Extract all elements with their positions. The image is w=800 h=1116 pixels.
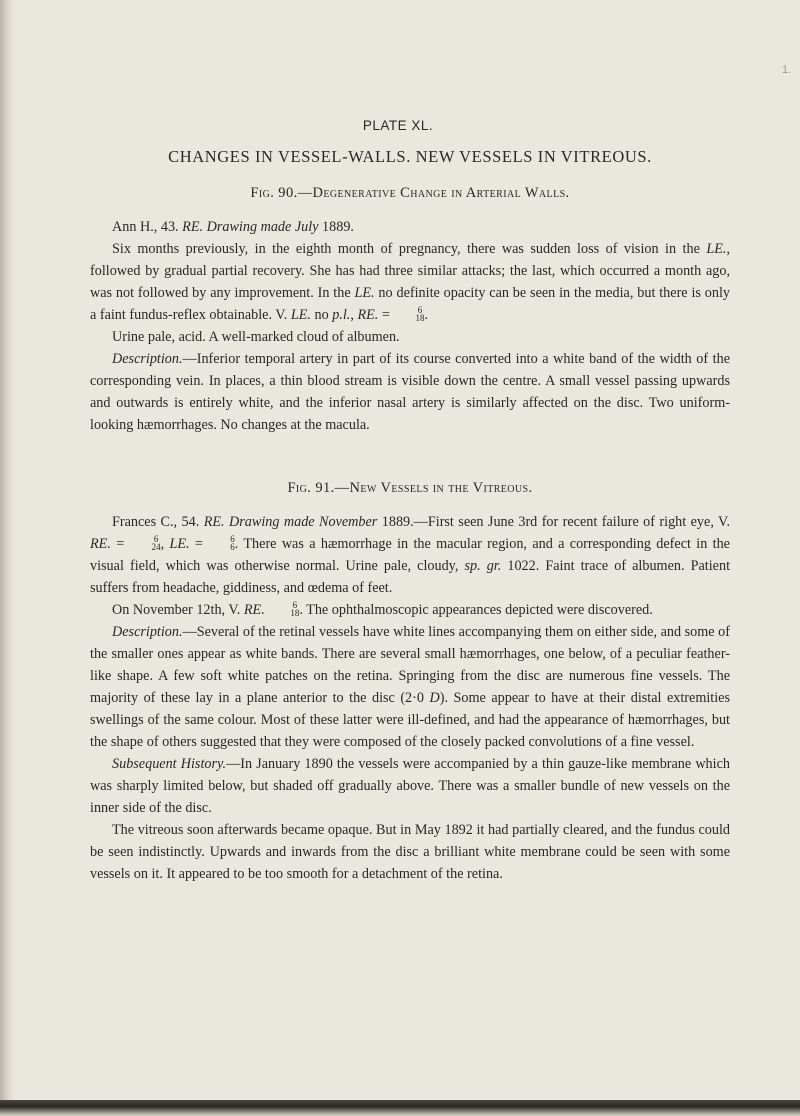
fig91-history-paragraph: Subsequent History.—In January 1890 the vessels were accompanied by a thin gauze-like membrane which was sharply limited below, but shaded off gradually above. There was a smaller bundle of new vessels on the inner side of the disc. — [90, 756, 730, 816]
acuity-fraction: 6 24 — [151, 534, 161, 552]
page-bottom-edge — [0, 1100, 800, 1116]
fig90-urine-paragraph: Urine pale, acid. A well-marked cloud of albumen. — [112, 329, 400, 345]
fig91-november-paragraph: On November 12th, V. RE. 6 18 . The ophthalmoscopic appearances depicted were discovered. — [112, 600, 653, 618]
acuity-fraction: 6 18 — [415, 305, 425, 323]
fig91-vitreous-paragraph: The vitreous soon afterwards became opaque. But in May 1892 it had partially cleared, and the fundus could be seen indistinctly. Upwards and inwards from the disc a brilliant white membrane could be seen with some vessels on it. It appeared to be too smooth for a detachment of the retina. — [90, 822, 730, 882]
fig91-description-paragraph: Description.—Several of the retinal vessels have white lines accompanying them on either side, and some of the smaller ones appear as white bands. There are several small hæmorrhages, one below, of a peculiar feather-like shape. A few soft white patches on the retina. Springing from the disc are numerous fine vessels. The majority of these lay in a plane anterior to the disc (2·0 D). Some appear to have at their distal extremities swellings of the same colour. Most of these latter were ill-defined, and had the appearance of hæmorrhages, but the shape of others suggested that they were composed of the closely packed convolutions of a fine vessel. — [90, 624, 731, 750]
page-mark: 1. — [782, 64, 792, 76]
fig90-history-paragraph: Six months previously, in the eighth month of pregnancy, there was sudden loss of vision in the LE., followed by gradual partial recovery. She has had three similar attacks; the last, which occurred a month ago, was not followed by any improvement. In the LE. no definite opacity can be seen in the media, but there is only a faint fundus-reflex obtainable. V. LE. no p.l., RE. = 6 18 . — [90, 241, 730, 323]
fig90-heading: Fig. 90.—Degenerative Change in Arterial Walls. — [250, 185, 570, 201]
binding-edge — [0, 0, 14, 1116]
page-title: CHANGES IN VESSEL-WALLS. NEW VESSELS IN VITREOUS. — [168, 147, 652, 166]
fig90-patient-line: Ann H., 43. RE. Drawing made July 1889. — [112, 219, 354, 235]
fig91-patient-paragraph: Frances C., 54. RE. Drawing made November 1889.—First seen June 3rd for recent failure of right eye, V. RE. = 6 24 , LE. = 6 6 . There was a hæmorrhage in the macular region, and a corresponding defect in the visual field, which was otherwise normal. Urine pale, cloudy, sp. gr. 1022. Faint trace of albumen. Patient suffers from headache, giddiness, and œdema of feet. — [90, 514, 731, 596]
fig91-heading: Fig. 91.—New Vessels in the Vitreous. — [287, 480, 533, 496]
fig90-description-paragraph: Description.—Inferior temporal artery in part of its course converted into a white band of the width of the corresponding vein. In places, a thin blood stream is visible down the centre. A small vessel passing upwards and outwards is entirely white, and the inferior nasal artery is similarly affected on the disc. Two uniform-looking hæmorrhages. No changes at the macula. — [90, 351, 730, 433]
acuity-fraction: 6 6 — [230, 534, 235, 552]
plate-label: PLATE XL. — [362, 118, 434, 133]
acuity-fraction: 6 18 — [290, 600, 300, 618]
page-content — [90, 118, 730, 885]
